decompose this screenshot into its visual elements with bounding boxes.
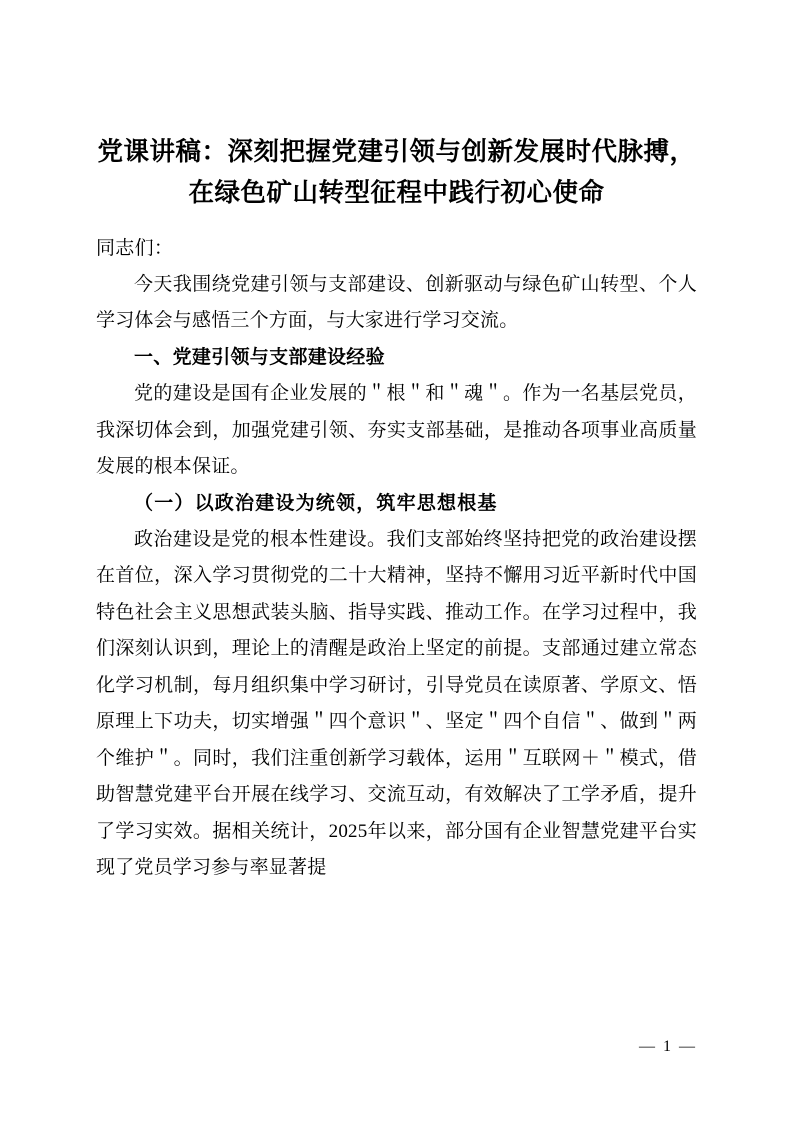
subsection-heading-1: （一）以政治建设为统领，筑牢思想根基 <box>134 492 498 514</box>
paragraph-party-building: 党的建设是国有企业发展的＂根＂和＂魂＂。作为一名基层党员，我深切体会到，加强党建引领、夯实支部基础，是推动各项事业高质量发展的根本保证。 <box>96 383 697 478</box>
salutation: 同志们： <box>96 237 174 259</box>
paragraph-political-building: 政治建设是党的根本性建设。我们支部始终坚持把党的政治建设摆在首位，深入学习贯彻党的二十大精神，坚持不懈用习近平新时代中国特色社会主义思想武装头脑、指导实践、推动工作。在学习过程中，我们深刻认识到，理论上的清醒是政治上坚定的前提。支部通过建立常态化学习机制，每月组织集中学习研讨，引导党员在读原著、学原文、悟原理上下功夫，切实增强＂四个意识＂、坚定＂四个自信＂、做到＂两个维护＂。同时，我们注重创新学习载体，运用＂互联网＋＂模式，借助智慧党建平台开展在线学习、交流互动，有效解决了工学矛盾，提升了学习实效。据相关统计，2025年以来，部分国有企业智慧党建平台实现了党员学习参与率显著提 <box>96 528 697 879</box>
paragraph-intro: 今天我围绕党建引领与支部建设、创新驱动与绿色矿山转型、个人学习体会与感悟三个方面，与大家进行学习交流。 <box>96 273 697 332</box>
section-heading-1: 一、党建引领与支部建设经验 <box>134 346 385 368</box>
page-title: 党课讲稿：深刻把握党建引领与创新发展时代脉搏，在绿色矿山转型征程中践行初心使命 <box>97 138 696 208</box>
page-number: — 1 — <box>639 1038 697 1055</box>
